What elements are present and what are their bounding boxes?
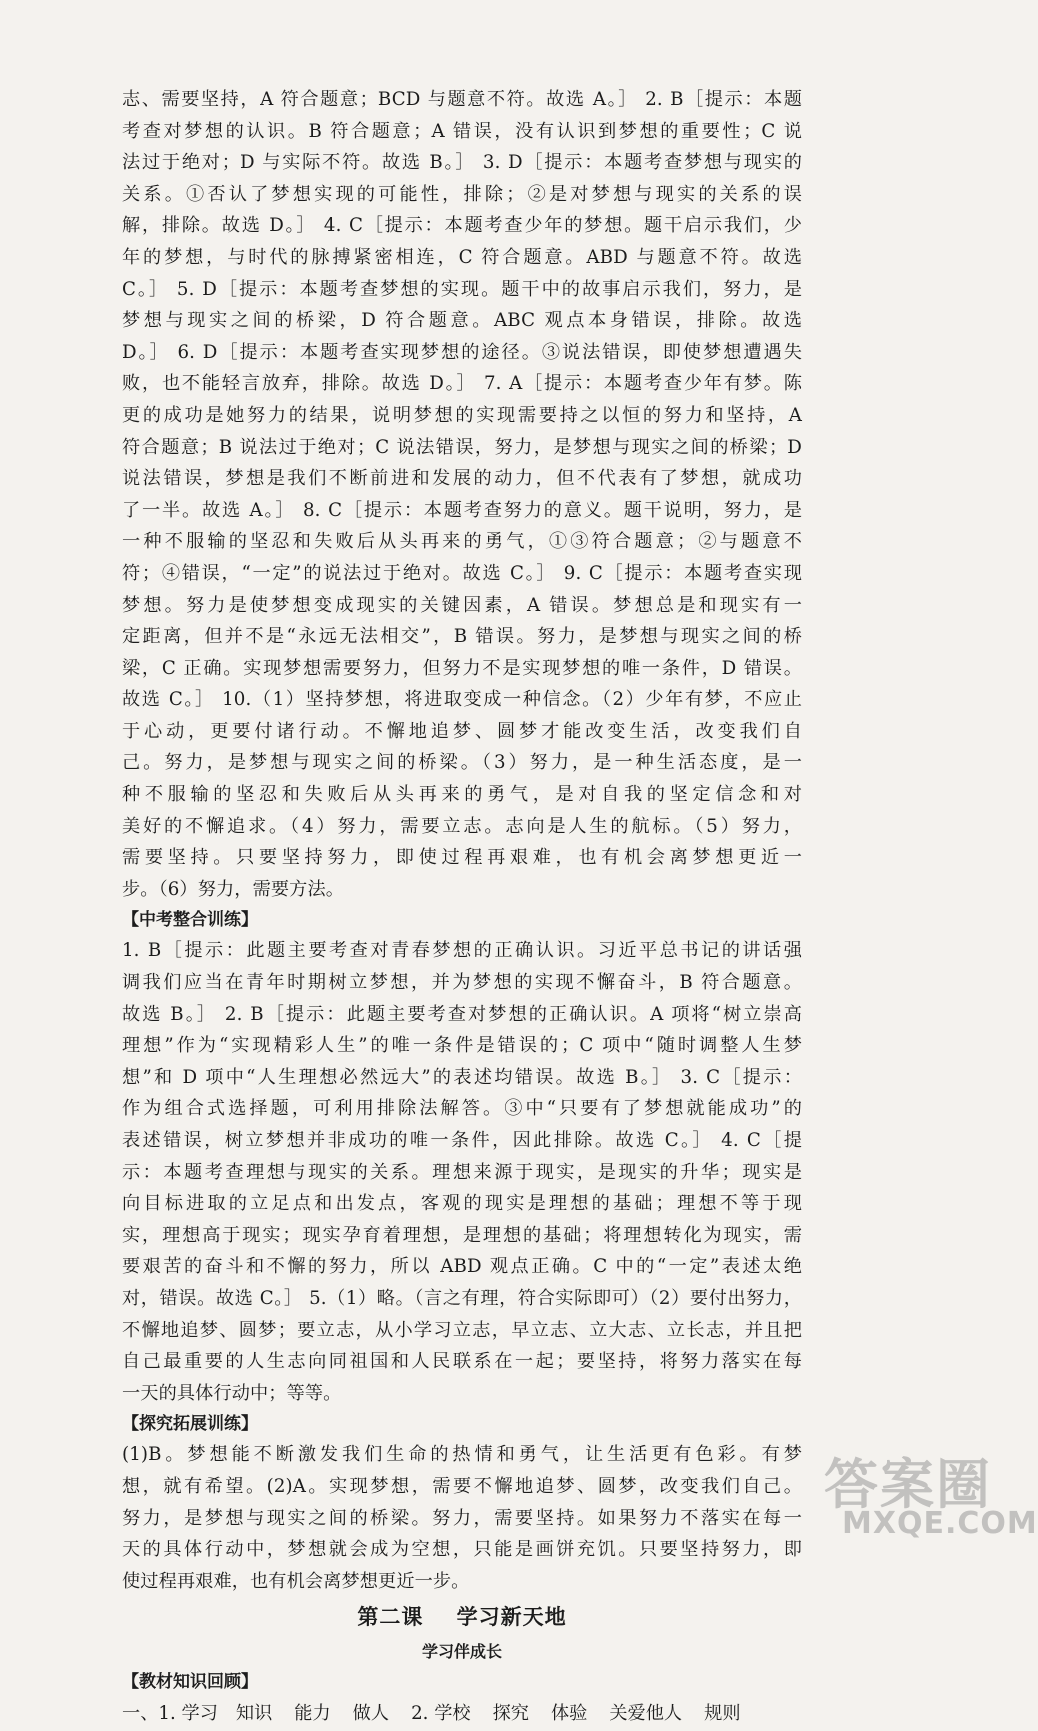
answers-section-zhongkao	[122, 935, 802, 1409]
text-line: 1. B［提示：此题主要考查对青春梦想的正确认识。习近平总书记的讲话强	[122, 940, 802, 962]
text-line: 对，错误。故选 C。］ 5.（1）略。（言之有理，符合实际即可）（2）要付出努力，	[122, 1287, 802, 1309]
text-line: 法过于绝对；D 与实际不符。故选 B。］ 3. D［提示：本题考查梦想与现实的	[122, 152, 802, 174]
answers-section-1	[122, 84, 802, 905]
text-line: 理想”作为“实现精彩人生”的唯一条件是错误的；C 项中“随时调整人生梦	[122, 1035, 802, 1057]
text-line: 美好的不懈追求。（4）努力，需要立志。志向是人生的航标。（5）努力，	[122, 815, 802, 837]
text-line: 了一半。故选 A。］ 8. C［提示：本题考查努力的意义。题干说明，努力，是	[122, 499, 802, 521]
text-line: 天的具体行动中，梦想就会成为空想，只能是画饼充饥。只要坚持努力，即	[122, 1539, 802, 1561]
text-line: 不懈地追梦、圆梦；要立志，从小学习立志，早立志、立大志、立长志，并且把	[122, 1319, 802, 1341]
text-line: 努力，是梦想与现实之间的桥梁。努力，需要坚持。如果努力不落实在每一	[122, 1507, 802, 1529]
answer-term: 关爱他人	[609, 1703, 683, 1725]
text-line: 符；④错误，“一定”的说法过于绝对。故选 C。］ 9. C［提示：本题考查实现	[122, 562, 802, 584]
text-line: 志、需要坚持，A 符合题意；BCD 与题意不符。故选 A。］ 2. B［提示：本题	[122, 89, 802, 110]
answers-section-tanjiu	[122, 1439, 802, 1597]
text-line: 一天的具体行动中；等等。	[122, 1382, 342, 1404]
text-line: 向目标进取的立足点和出发点，客观的现实是理想的基础；理想不等于现	[122, 1193, 802, 1215]
text-line: 解，排除。故选 D。］ 4. C［提示：本题考查少年的梦想。题干启示我们，少	[122, 215, 802, 237]
text-line: 自己最重要的人生志向同祖国和人民联系在一起；要坚持，将努力落实在每	[122, 1351, 802, 1373]
section-header-zhongkao: 【中考整合训练】	[122, 910, 258, 931]
text-line: D。］ 6. D［提示：本题考查实现梦想的途径。③说法错误，即使梦想遭遇失	[122, 341, 802, 363]
answer-term: 能力	[294, 1703, 331, 1725]
text-line: 要艰苦的奋斗和不懈的努力，所以 ABD 观点正确。C 中的“一定”表述太绝	[122, 1256, 802, 1278]
answer-page	[122, 84, 802, 1731]
text-line: 关系。①否认了梦想实现的可能性，排除；②是对梦想与现实的关系的误	[122, 183, 802, 205]
answer-term: 一、1. 学习	[122, 1703, 218, 1725]
text-line: 梁，C 正确。实现梦想需要努力，但努力不是实现梦想的唯一条件，D 错误。	[122, 657, 802, 679]
section-header-tanjiu: 【探究拓展训练】	[122, 1414, 258, 1435]
text-line: 想，就有希望。(2)A。实现梦想，需要不懈地追梦、圆梦，改变我们自己。	[122, 1475, 802, 1497]
text-line: 于心动，更要付诸行动。不懈地追梦、圆梦才能改变生活，改变我们自	[122, 720, 802, 742]
text-line: (1)B。梦想能不断激发我们生命的热情和勇气，让生活更有色彩。有梦	[122, 1444, 802, 1466]
text-line: 种不服输的坚忍和失败后从头再来的勇气，是对自我的坚定信念和对	[122, 784, 802, 806]
answer-term: 2. 学校	[411, 1703, 471, 1725]
text-line: 梦想与现实之间的桥梁，D 符合题意。ABC 观点本身错误，排除。故选	[122, 310, 802, 332]
text-line: 定距离，但并不是“永远无法相交”，B 错误。努力，是梦想与现实之间的桥	[122, 626, 802, 648]
text-line: 示：本题考查理想与现实的关系。理想来源于现实，是现实的升华；现实是	[122, 1161, 802, 1183]
text-line: 一种不服输的坚忍和失败后从头再来的勇气，①③符合题意；②与题意不	[122, 531, 802, 553]
answer-term: 探究	[492, 1703, 529, 1725]
text-line: 步。（6）努力，需要方法。	[122, 878, 345, 900]
answer-term: 做人	[352, 1703, 390, 1725]
text-line: 更的成功是她努力的结果，说明梦想的实现需要持之以恒的努力和坚持，A	[122, 404, 802, 426]
answer-term: 体验	[550, 1703, 588, 1725]
watermark-mark: 答案圈	[824, 1453, 992, 1516]
text-line: 使过程再艰难，也有机会离梦想更近一步。	[122, 1570, 470, 1592]
answer-term: 知识	[235, 1703, 273, 1725]
section-header-jiaocai: 【教材知识回顾】	[122, 1672, 258, 1693]
text-line: 实，理想高于现实；现实孕育着理想，是理想的基础；将理想转化为现实，需	[122, 1224, 802, 1246]
text-line: 调我们应当在青年时期树立梦想，并为梦想的实现不懈奋斗，B 符合题意。	[122, 972, 802, 994]
watermark-url: MXQE.COM	[842, 1506, 1038, 1541]
text-line: C。］ 5. D［提示：本题考查梦想的实现。题干中的故事启示我们，努力，是	[122, 278, 802, 300]
text-line: 作为组合式选择题，可利用排除法解答。③中“只要有了梦想就能成功”的	[122, 1098, 802, 1120]
answer-term: 规则	[704, 1703, 741, 1725]
watermark-logo	[814, 1442, 1038, 1552]
text-line: 故选 B。］ 2. B［提示：此题主要考查对梦想的正确认识。A 项将“树立崇高	[122, 1003, 802, 1025]
text-line: 想”和 D 项中“人生理想必然远大”的表述均错误。故选 B。］ 3. C［提示：	[122, 1066, 802, 1088]
text-line: 败，也不能轻言放弃，排除。故选 D。］ 7. A［提示：本题考查少年有梦。陈	[122, 373, 802, 395]
lesson-subtitle: 学习伴成长	[421, 1642, 502, 1662]
text-line: 表述错误，树立梦想并非成功的唯一条件，因此排除。故选 C。］ 4. C［提	[122, 1130, 802, 1151]
text-line: 考查对梦想的认识。B 符合题意；A 错误，没有认识到梦想的重要性；C 说	[122, 120, 802, 142]
text-line: 年的梦想，与时代的脉搏紧密相连，C 符合题意。ABD 与题意不符。故选	[122, 246, 802, 268]
text-line: 梦想。努力是使梦想变成现实的关键因素，A 错误。梦想总是和现实有一	[122, 594, 802, 616]
text-line: 符合题意；B 说法过于绝对；C 说法错误，努力，是梦想与现实之间的桥梁；D	[122, 436, 802, 458]
lesson-title: 第二课 学习新天地	[357, 1605, 567, 1630]
fill-in-answers-row	[122, 1697, 802, 1731]
text-line: 需要坚持。只要坚持努力，即使过程再艰难，也有机会离梦想更近一	[122, 847, 802, 869]
text-line: 己。努力，是梦想与现实之间的桥梁。（3）努力，是一种生活态度，是一	[122, 752, 802, 774]
text-line: 故选 C。］ 10.（1）坚持梦想，将进取变成一种信念。（2）少年有梦，不应止	[122, 689, 802, 711]
text-line: 说法错误，梦想是我们不断前进和发展的动力，但不代表有了梦想，就成功	[122, 468, 802, 490]
